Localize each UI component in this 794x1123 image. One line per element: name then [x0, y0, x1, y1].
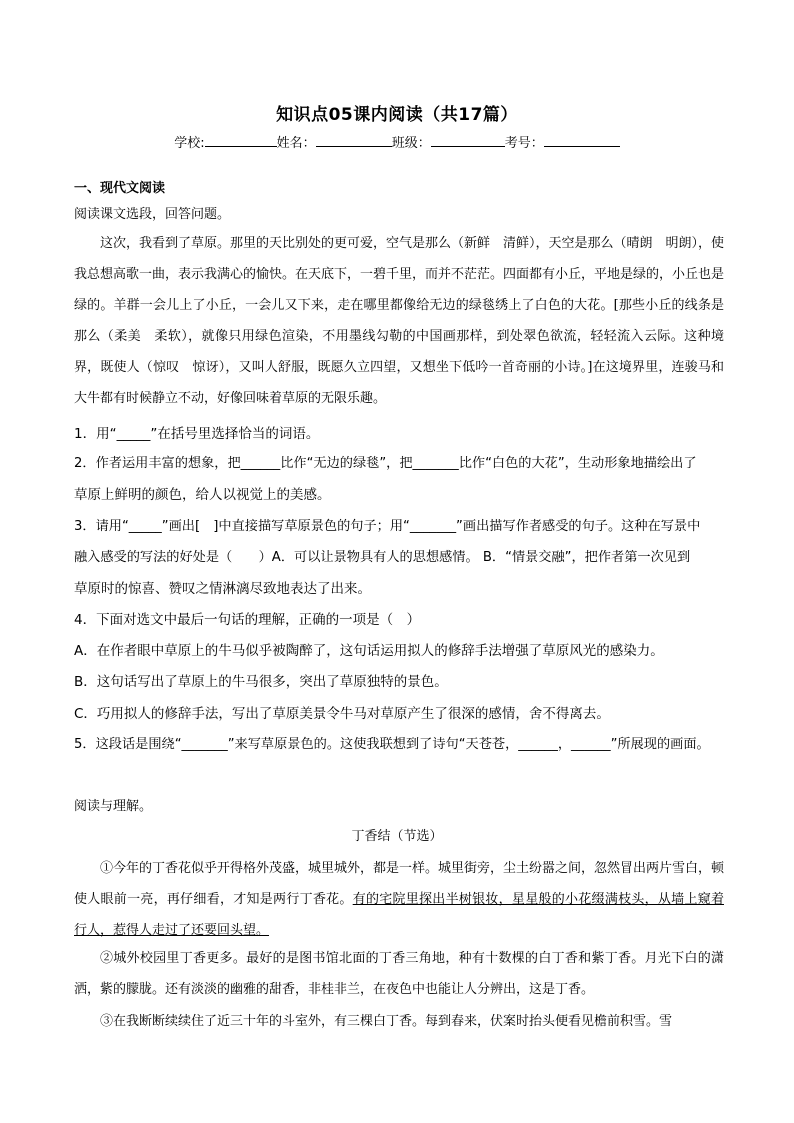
question-3-line-2: 融入感受的写法的好处是（ ）A．可以让景物具有人的思想感情。 B．“情景交融”，把作者第一次见到 [74, 550, 691, 565]
option-c: C．巧用拟人的修辞手法，写出了草原美景令牛马对草原产生了很深的感情，舍不得离去。 [74, 706, 610, 722]
page-title: 知识点05课内阅读（共17篇） [276, 105, 518, 125]
exam-label: 考号： [504, 136, 544, 151]
question-2-line-2: 草原上鲜明的颜色，给人以视觉上的美感。 [74, 487, 331, 503]
question-3-line-1: 3．请用“_____”画出[ ]中直接描写草原景色的句子；用“_______”画出描写作者感受的句子。这种在写景中 [74, 519, 701, 534]
reading-paragraph-1 [74, 853, 724, 946]
class-blank[interactable] [431, 134, 505, 147]
school-blank[interactable] [205, 134, 277, 147]
student-info-line [0, 132, 794, 151]
question-2-line-1: 2．作者运用丰富的想象，把______比作“无边的绿毯”，把_______比作“白色的大花”，生动形象地描绘出了 [74, 456, 697, 471]
section2-instruction: 阅读与理解。 [74, 799, 153, 814]
passage-text: 这次，我看到了草原。那里的天比别处的更可爱，空气是那么（新鲜 清鲜），天空是那么（晴朗 明朗），使我总想高歌一曲，表示我满心的愉快。在天底下，一碧千里，而并不茫茫。四面都有小丘，平地是绿的，小丘也是绿的。羊群一会儿上了小丘，一会儿又下来，走在哪里都像给无边的绿毯绣上了白色的大花。[那些小丘的线条是那么（柔美 柔软），就像只用绿色渲染，不用墨线勾勒的中国画那样，到处翠色欲流，轻轻流入云际。这种境界，既使人（惊叹 惊讶），又叫人舒服，既愿久立四望，又想坐下低吟一首奇丽的小诗。]在这境界里，连骏马和大牛都有时候静立不动，好像回味着草原的无限乐趣。 [74, 236, 725, 406]
name-blank[interactable] [316, 134, 392, 147]
question-5: 5．这段话是围绕“_______”来写草原景色的。这使我联想到了诗句“天苍苍，______，______”所展现的画面。 [74, 737, 710, 752]
section-heading: 一、现代文阅读 [74, 181, 166, 196]
underlined-sentence: 有的宅院里探出半树银妆，星星般的小花缀满枝头，从墙上窥着行人，惹得人走过了还要回头望。 [74, 892, 724, 938]
question-3-line-3: 草原时的惊喜、赞叹之情淋漓尽致地表达了出来。 [74, 581, 371, 597]
reading-title: 丁香结（节选） [351, 829, 443, 844]
school-label: 学校: [174, 136, 205, 151]
option-b: B．这句话写出了草原上的牛马很多，突出了草原独特的景色。 [74, 674, 448, 690]
reading-paragraph-3: ③在我断断续续住了近三十年的斗室外，有三棵白丁香。每到春来，伏案时抬头便看见檐前积雪。雪 [100, 1014, 673, 1029]
section-instruction: 阅读课文选段，回答问题。 [74, 207, 231, 222]
reading-paragraph-2: ②城外校园里丁香更多。最好的是图书馆北面的丁香三角地，种有十数棵的白丁香和紫丁香。月光下白的潇洒，紫的朦胧。还有淡淡的幽雅的甜香，非桂非兰，在夜色中也能让人分辨出，这是丁香。 [74, 951, 724, 997]
exam-blank[interactable] [544, 134, 620, 147]
question-4: 4．下面对选文中最后一句话的理解，正确的一项是（ ） [74, 612, 421, 628]
class-label: 班级： [391, 136, 431, 151]
option-a: A．在作者眼中草原上的牛马似乎被陶醉了，这句话运用拟人的修辞手法增强了草原风光的感染力。 [74, 643, 664, 659]
name-label: 姓名： [276, 136, 316, 151]
paragraph-1-text: ①今年的丁香花似乎开得格外茂盛，城里城外，都是一样。城里街旁，尘土纷嚣之间，忽然冒出两片雪白，顿使人眼前一亮，再仔细看，才知是两行丁香花。 [74, 861, 725, 907]
question-1: 1．用“_____”在括号里选择恰当的词语。 [74, 426, 320, 442]
